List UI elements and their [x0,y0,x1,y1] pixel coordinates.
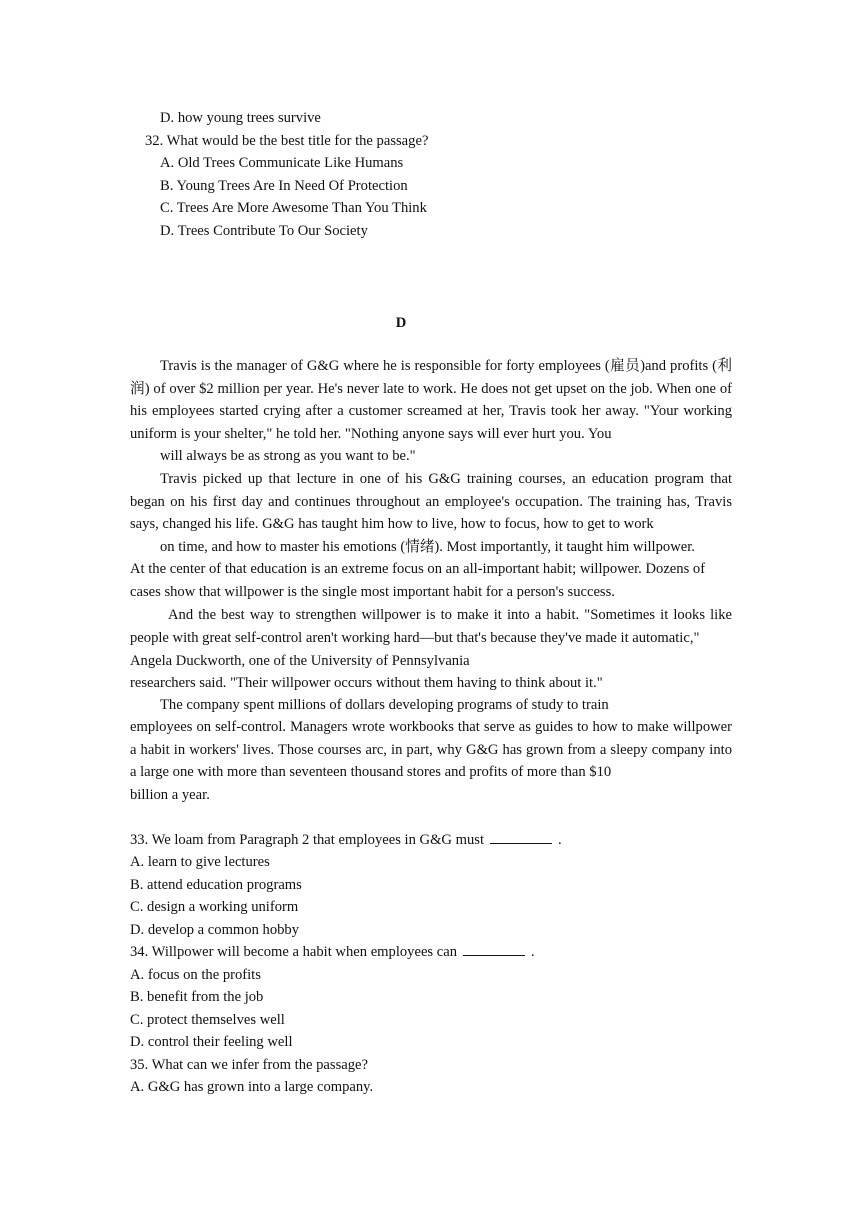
q33-answer-blank [490,831,552,844]
q34-option-d: D. control their feeling well [130,1034,293,1050]
paragraph-3-last-line: cases show that willpower is the single most important habit for a person's success. [130,583,615,600]
q33-option-b: B. attend education programs [130,877,302,893]
q34-stem-text: 34. Willpower will become a habit when employees can [130,944,457,960]
paragraph-2-text: Travis picked up that lecture in one of his G&G training courses, an education program that began on his first day and continues throughout an employee's occupation. The training has, Travis says, changed his life. G&G has taught him how to live, how to focus, how to get to work [130,471,732,533]
passage-paragraph-5 [130,716,732,806]
q34-stem-end: . [531,944,535,960]
q35-option-a: A. G&G has grown into a large company. [130,1079,374,1095]
paragraph-2-last-line: on time, and how to master his emotions (情绪). Most importantly, it taught him willpower. [160,538,695,555]
paragraph-4-text: And the best way to strengthen willpower is to make it into a habit. "Sometimes it looks like people with great self-control aren't working hard—but that's because they've made it automatic," [130,607,732,646]
section-title: D [395,315,407,331]
paragraph-3-text: At the center of that education is an extreme focus on an all-important habit; willpower. Dozens of [130,561,706,577]
passage-paragraph-2 [130,468,732,558]
q34-option-a: A. focus on the profits [130,967,261,983]
paragraph-1-text: Travis is the manager of G&G where he is responsible for forty employees (雇员)and profits (利润) of over $2 million per year. He's never late to work. He does not get upset on the job. When one of his employees started crying after a customer screamed at her, Travis took her away. "Your working uniform is your shelter," he told her. "Nothing anyone says will ever hurt you. You [130,358,732,442]
paragraph-5-line-1: The company spent millions of dollars developing programs of study to train [160,697,609,713]
paragraph-4-line-3: Angela Duckworth, one of the University of Pennsylvania [130,653,470,669]
q33-stem-end: . [558,832,562,848]
q33-option-d: D. develop a common hobby [130,922,300,938]
q34-answer-blank [463,943,525,956]
paragraph-5-text: employees on self-control. Managers wrote workbooks that serve as guides to how to make willpower a habit in workers' lives. Those courses arc, in part, why G&G has grown from a sleepy company into a large one with more than seventeen thousand stores and profits of more than $10 [130,719,732,781]
q34-stem [130,943,535,961]
paragraph-1-last-line: will always be as strong as you want to be." [160,448,416,465]
q34-option-c: C. protect themselves well [130,1012,285,1028]
q33-option-a: A. learn to give lectures [130,854,270,870]
q32-option-b: B. Young Trees Are In Need Of Protection [160,178,408,194]
q32-option-d: D. Trees Contribute To Our Society [160,223,368,239]
q33-stem [130,831,562,849]
paragraph-4-line-4: researchers said. "Their willpower occurs without them having to think about it." [130,675,603,691]
q32-option-a: A. Old Trees Communicate Like Humans [160,155,404,171]
passage-paragraph-1 [130,355,732,468]
q33-stem-text: 33. We loam from Paragraph 2 that employees in G&G must [130,832,485,848]
paragraph-5-last-line: billion a year. [130,786,210,803]
q32-option-c: C. Trees Are More Awesome Than You Think [160,200,427,216]
q32-stem: 32. What would be the best title for the passage? [145,133,429,149]
q33-option-c: C. design a working uniform [130,899,299,915]
q34-option-b: B. benefit from the job [130,989,264,1005]
q35-stem: 35. What can we infer from the passage? [130,1057,368,1073]
passage-paragraph-3 [130,558,732,603]
q31-option-d: D. how young trees survive [160,110,321,126]
passage-paragraph-4 [130,604,732,649]
